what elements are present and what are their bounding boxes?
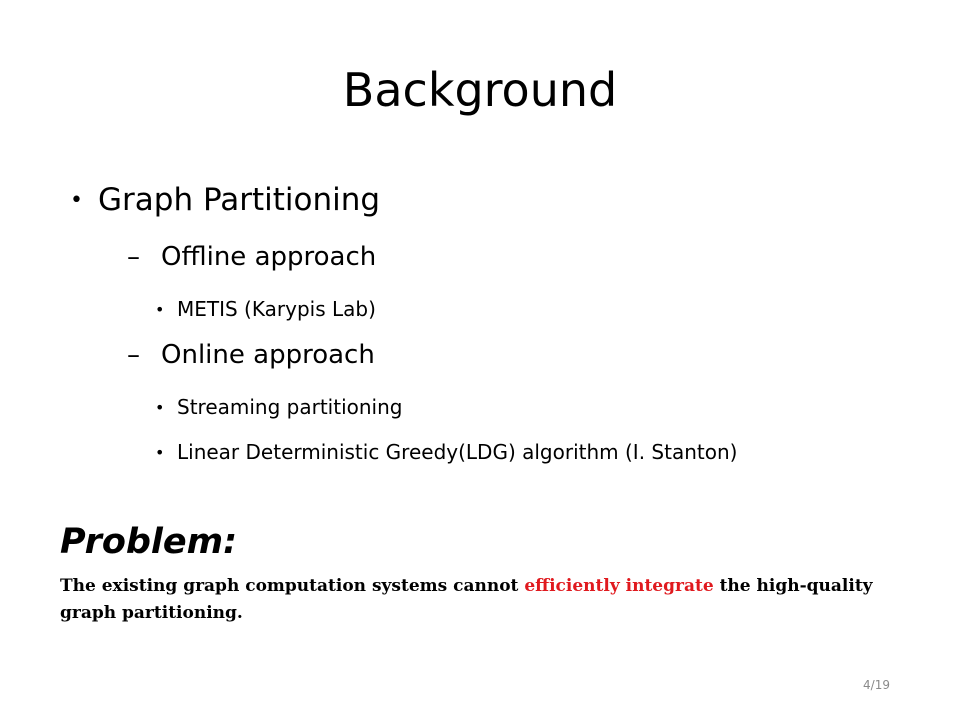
sub-sub-bullet-text: METIS (Karypis Lab) <box>177 297 376 321</box>
problem-text-after: the high-quality graph partitioning. <box>60 576 873 623</box>
problem-heading: Problem: <box>60 522 238 562</box>
bullet-marker: • <box>155 443 165 462</box>
sub-bullet-offline-approach <box>127 240 376 274</box>
sub-bullet-text: Offline approach <box>161 242 377 272</box>
bullet-marker: • <box>155 300 165 319</box>
dash-marker: – <box>127 340 140 370</box>
problem-text-before: The existing graph computation systems cannot <box>60 576 525 596</box>
sub-sub-bullet-metis <box>155 295 376 324</box>
bullet-text: Graph Partitioning <box>98 182 381 218</box>
sub-sub-bullet-text: Linear Deterministic Greedy(LDG) algorithm (I. Stanton) <box>177 440 738 464</box>
sub-sub-bullet-streaming <box>155 393 402 422</box>
sub-bullet-text: Online approach <box>161 340 375 370</box>
bullet-marker: • <box>155 398 165 417</box>
slide-title: Background <box>342 63 618 117</box>
page-number: 4/19 <box>863 678 890 692</box>
problem-highlight: efficiently integrate <box>524 576 714 596</box>
sub-sub-bullet-text: Streaming partitioning <box>177 395 403 419</box>
sub-sub-bullet-ldg <box>155 438 737 467</box>
dash-marker: – <box>127 242 140 272</box>
problem-text <box>60 573 930 627</box>
sub-bullet-online-approach <box>127 338 375 372</box>
bullet-marker: • <box>70 188 83 213</box>
bullet-graph-partitioning <box>70 180 380 221</box>
